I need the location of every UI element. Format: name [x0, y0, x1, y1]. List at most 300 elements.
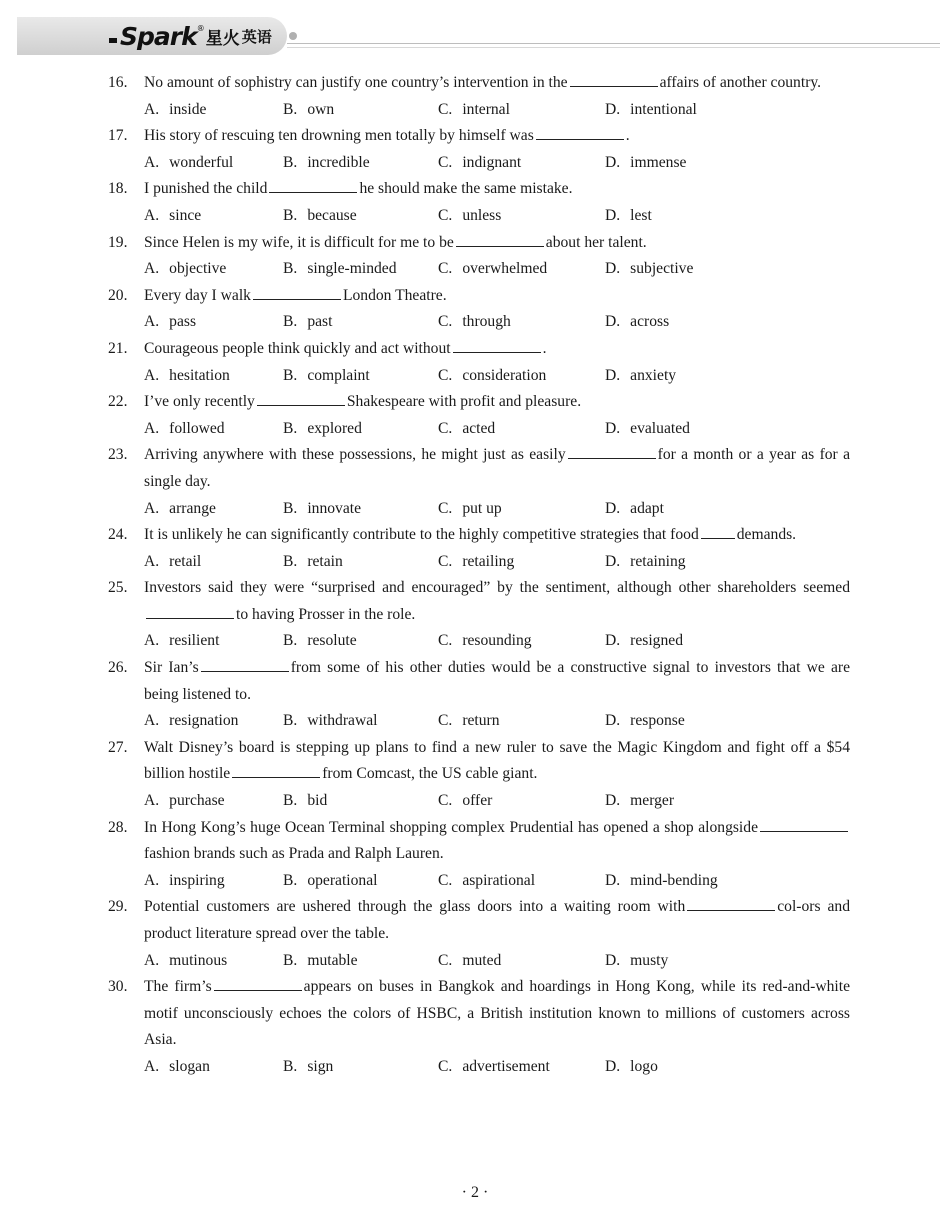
option-text: followed — [169, 419, 225, 437]
option-a[interactable] — [144, 363, 283, 390]
question-item — [108, 389, 850, 442]
question-text — [144, 522, 850, 549]
answer-blank[interactable] — [701, 526, 735, 539]
option-row — [108, 708, 850, 735]
question-stem — [108, 123, 850, 150]
option-letter: B. — [283, 712, 298, 730]
question-number: 30. — [108, 978, 128, 996]
option-a[interactable] — [144, 150, 283, 177]
answer-blank[interactable] — [257, 393, 345, 406]
option-letter: D. — [605, 552, 621, 570]
option-letter: B. — [283, 871, 298, 889]
option-text: logo — [630, 1057, 658, 1075]
question-number: 16. — [108, 74, 128, 91]
option-text: innovate — [307, 499, 362, 517]
option-b[interactable] — [283, 256, 438, 283]
option-text: mind-bending — [630, 871, 718, 889]
stem-part: . — [542, 339, 547, 357]
stem-part: It is unlikely he can significantly contribute to the highly competitive strategies that food — [144, 526, 699, 544]
question-item — [108, 522, 850, 575]
question-list — [108, 70, 850, 1081]
answer-blank[interactable] — [570, 74, 658, 87]
answer-blank[interactable] — [201, 659, 289, 672]
option-row — [108, 97, 850, 124]
question-stem — [108, 70, 850, 97]
answer-blank[interactable] — [253, 287, 341, 300]
option-letter: B. — [283, 260, 298, 278]
option-a[interactable] — [144, 948, 283, 975]
option-letter: D. — [605, 1057, 621, 1075]
option-text: across — [630, 313, 670, 331]
question-number: 29. — [108, 898, 128, 916]
option-d[interactable] — [605, 788, 674, 815]
option-letter: B. — [283, 632, 298, 650]
option-letter: B. — [283, 552, 298, 570]
stem-part: Shakespeare with profit and pleasure. — [346, 393, 582, 411]
stem-part: from Comcast, the US cable giant. — [322, 765, 538, 783]
option-b[interactable] — [283, 203, 438, 230]
option-row — [108, 150, 850, 177]
option-b[interactable] — [283, 416, 438, 443]
option-letter: D. — [605, 260, 621, 278]
option-letter: A. — [144, 632, 160, 650]
stem-part: col-ors and product literature spread over the table. — [144, 898, 850, 942]
option-d[interactable] — [605, 363, 676, 390]
option-d[interactable] — [605, 708, 685, 735]
question-stem — [108, 176, 850, 203]
option-text: slogan — [169, 1057, 210, 1075]
answer-blank[interactable] — [760, 819, 848, 832]
answer-blank[interactable] — [269, 180, 357, 193]
question-item — [108, 894, 850, 974]
stem-part: about her talent. — [545, 233, 647, 251]
option-letter: B. — [283, 792, 298, 810]
option-letter: D. — [605, 499, 621, 517]
option-text: lest — [630, 206, 652, 224]
option-d[interactable] — [605, 150, 686, 177]
option-row — [108, 948, 850, 975]
option-letter: A. — [144, 552, 160, 570]
option-letter: A. — [144, 499, 160, 517]
logo-mark-icon — [109, 38, 117, 43]
option-letter: C. — [438, 1057, 453, 1075]
stem-part: to having Prosser in the role. — [236, 605, 416, 623]
option-text: retail — [169, 552, 202, 570]
option-text: explored — [307, 419, 362, 437]
option-text: wonderful — [169, 153, 234, 171]
question-stem — [108, 389, 850, 416]
option-text: pass — [169, 313, 197, 331]
option-letter: A. — [144, 712, 160, 730]
question-stem — [108, 336, 850, 363]
option-letter: D. — [605, 419, 621, 437]
option-row — [108, 788, 850, 815]
question-number: 25. — [108, 579, 128, 597]
option-text: bid — [307, 792, 328, 810]
question-number: 20. — [108, 286, 128, 304]
stem-part: Since Helen is my wife, it is difficult for me to be — [144, 233, 454, 251]
option-letter: A. — [144, 100, 160, 118]
option-letter: A. — [144, 206, 160, 224]
option-c[interactable] — [438, 203, 605, 230]
option-a[interactable] — [144, 203, 283, 230]
option-letter: D. — [605, 153, 621, 171]
question-number: 26. — [108, 659, 128, 677]
option-d[interactable] — [605, 203, 652, 230]
option-text: retailing — [462, 552, 515, 570]
option-a[interactable] — [144, 97, 283, 124]
stem-part: His story of rescuing ten drowning men totally by himself was — [144, 127, 534, 145]
option-text: advertisement — [462, 1057, 550, 1075]
stem-part: appears on buses in Bangkok and hoardings in Hong Kong, while its red-and-white motif unconsciously echoes the colors of HSBC, a British institution known to millions of customers across Asia. — [144, 978, 851, 1049]
option-letter: A. — [144, 792, 160, 810]
option-d[interactable] — [605, 416, 690, 443]
question-text — [144, 815, 850, 868]
option-letter: B. — [283, 499, 298, 517]
question-item — [108, 176, 850, 229]
question-number: 17. — [108, 127, 128, 145]
stem-part: In Hong Kong’s huge Ocean Terminal shopping complex Prudential has opened a shop alongside — [144, 818, 758, 836]
answer-blank[interactable] — [687, 898, 775, 911]
question-stem — [108, 735, 850, 788]
option-a[interactable] — [144, 788, 283, 815]
question-stem — [108, 522, 850, 549]
question-text — [144, 894, 850, 947]
option-row — [108, 309, 850, 336]
stem-part: I’ve only recently — [144, 393, 255, 411]
option-text: complaint — [307, 366, 370, 384]
option-letter: A. — [144, 951, 160, 969]
option-a[interactable] — [144, 1054, 283, 1081]
option-letter: A. — [144, 871, 160, 889]
option-c[interactable] — [438, 97, 605, 124]
option-text: anxiety — [630, 366, 677, 384]
logo-brand-cn: 星火 — [205, 28, 240, 49]
option-text: evaluated — [630, 419, 690, 437]
option-d[interactable] — [605, 256, 693, 283]
question-stem — [108, 283, 850, 310]
option-letter: C. — [438, 153, 453, 171]
question-number: 22. — [108, 393, 128, 411]
option-text: retain — [307, 552, 343, 570]
option-c[interactable] — [438, 309, 605, 336]
answer-blank[interactable] — [214, 978, 302, 991]
option-a[interactable] — [144, 549, 283, 576]
option-a[interactable] — [144, 868, 283, 895]
stem-part: Courageous people think quickly and act without — [144, 339, 451, 357]
option-letter: A. — [144, 366, 160, 384]
stem-part: Sir Ian’s — [144, 659, 199, 677]
stem-part: from some of his other duties would be a constructive signal to investors that we are being listened to. — [144, 659, 850, 703]
header-rule-secondary — [287, 47, 940, 48]
stem-part: for a month or a year as for a single day. — [144, 446, 850, 490]
option-a[interactable] — [144, 708, 283, 735]
question-item — [108, 230, 850, 283]
option-row — [108, 628, 850, 655]
option-letter: D. — [605, 632, 621, 650]
option-letter: C. — [438, 871, 453, 889]
option-d[interactable] — [605, 868, 718, 895]
question-number: 28. — [108, 818, 128, 836]
option-c[interactable] — [438, 256, 605, 283]
page-number: · 2 · — [461, 1184, 489, 1201]
option-letter: D. — [605, 206, 621, 224]
option-letter: B. — [283, 366, 298, 384]
question-text — [144, 336, 850, 363]
option-text: own — [307, 100, 335, 118]
question-stem — [108, 894, 850, 947]
option-text: because — [307, 206, 357, 224]
option-row — [108, 363, 850, 390]
option-text: immense — [630, 153, 687, 171]
stem-part: demands. — [736, 526, 797, 544]
question-item — [108, 655, 850, 735]
question-number: 24. — [108, 526, 128, 544]
option-a[interactable] — [144, 628, 283, 655]
option-row — [108, 868, 850, 895]
option-text: withdrawal — [307, 712, 378, 730]
stem-part: London Theatre. — [342, 286, 447, 304]
option-letter: A. — [144, 419, 160, 437]
stem-part: Investors said they were “surprised and encouraged” by the sentiment, although other shareholders seemed — [144, 579, 850, 597]
option-text: resolute — [307, 632, 357, 650]
option-text: objective — [169, 260, 227, 278]
stem-part: I punished the child — [144, 180, 268, 198]
question-item — [108, 336, 850, 389]
option-text: resilient — [169, 632, 220, 650]
option-letter: A. — [144, 313, 160, 331]
option-letter: D. — [605, 100, 621, 118]
option-a[interactable] — [144, 309, 283, 336]
option-d[interactable] — [605, 496, 664, 523]
option-d[interactable] — [605, 628, 683, 655]
option-b[interactable] — [283, 309, 438, 336]
option-letter: A. — [144, 260, 160, 278]
question-text — [144, 442, 850, 495]
question-number: 19. — [108, 233, 128, 251]
option-c[interactable] — [438, 948, 605, 975]
option-letter: D. — [605, 313, 621, 331]
option-a[interactable] — [144, 416, 283, 443]
question-text — [144, 735, 850, 788]
question-text — [144, 389, 850, 416]
question-stem — [108, 442, 850, 495]
option-b[interactable] — [283, 549, 438, 576]
option-text: operational — [307, 871, 378, 889]
option-b[interactable] — [283, 948, 438, 975]
option-d[interactable] — [605, 309, 669, 336]
option-a[interactable] — [144, 496, 283, 523]
option-letter: C. — [438, 552, 453, 570]
answer-blank[interactable] — [146, 606, 234, 619]
option-row — [108, 203, 850, 230]
question-item — [108, 815, 850, 895]
logo-brand: Spark — [120, 21, 197, 51]
header-dot — [289, 32, 297, 40]
option-d[interactable] — [605, 549, 686, 576]
option-letter: D. — [605, 951, 621, 969]
option-c[interactable] — [438, 549, 605, 576]
option-letter: D. — [605, 712, 621, 730]
option-text: resignation — [169, 712, 239, 730]
option-a[interactable] — [144, 256, 283, 283]
question-number: 18. — [108, 180, 128, 198]
option-text: internal — [462, 100, 510, 118]
option-c[interactable] — [438, 788, 605, 815]
option-row — [108, 549, 850, 576]
question-item — [108, 283, 850, 336]
question-item — [108, 735, 850, 815]
option-text: subjective — [630, 260, 694, 278]
option-b[interactable] — [283, 788, 438, 815]
question-text — [144, 176, 850, 203]
option-row — [108, 416, 850, 443]
option-text: past — [307, 313, 333, 331]
option-text: inside — [169, 100, 207, 118]
option-text: return — [462, 712, 500, 730]
option-letter: C. — [438, 712, 453, 730]
option-text: intentional — [630, 100, 697, 118]
option-text: overwhelmed — [462, 260, 548, 278]
question-number: 23. — [108, 446, 128, 464]
option-c[interactable] — [438, 708, 605, 735]
question-text — [144, 283, 850, 310]
option-letter: C. — [438, 260, 453, 278]
question-stem — [108, 575, 850, 628]
question-stem — [108, 230, 850, 257]
option-letter: C. — [438, 206, 453, 224]
option-letter: B. — [283, 1057, 298, 1075]
stem-part: The firm’s — [144, 978, 212, 996]
option-b[interactable] — [283, 150, 438, 177]
option-text: arrange — [169, 499, 216, 517]
stem-part: Every day I walk — [144, 286, 251, 304]
option-d[interactable] — [605, 948, 668, 975]
option-b[interactable] — [283, 97, 438, 124]
option-c[interactable] — [438, 416, 605, 443]
stem-part: . — [625, 127, 630, 145]
option-text: indignant — [462, 153, 522, 171]
option-letter: C. — [438, 792, 453, 810]
option-letter: B. — [283, 313, 298, 331]
option-letter: D. — [605, 366, 621, 384]
option-text: mutable — [307, 951, 358, 969]
question-stem — [108, 974, 850, 1054]
option-letter: A. — [144, 153, 160, 171]
option-b[interactable] — [283, 708, 438, 735]
option-letter: C. — [438, 499, 453, 517]
option-text: incredible — [307, 153, 370, 171]
option-text: offer — [462, 792, 493, 810]
option-c[interactable] — [438, 628, 605, 655]
option-letter: C. — [438, 366, 453, 384]
stem-part: No amount of sophistry can justify one country’s intervention in the — [144, 74, 568, 91]
option-text: resigned — [630, 632, 683, 650]
option-row — [108, 496, 850, 523]
answer-blank[interactable] — [232, 765, 320, 778]
header-rule — [287, 43, 940, 44]
option-letter: B. — [283, 419, 298, 437]
option-text: unless — [462, 206, 502, 224]
option-b[interactable] — [283, 496, 438, 523]
question-item — [108, 123, 850, 176]
stem-part: he should make the same mistake. — [359, 180, 573, 198]
option-letter: C. — [438, 951, 453, 969]
option-b[interactable] — [283, 628, 438, 655]
option-text: sign — [307, 1057, 334, 1075]
option-b[interactable] — [283, 868, 438, 895]
option-text: response — [630, 712, 685, 730]
option-letter: A. — [144, 1057, 160, 1075]
stem-part: Walt Disney’s board is stepping up plans to find a new ruler to save the Magic Kingdom and fight off a $54 billion hostile — [144, 738, 850, 783]
question-text — [144, 974, 850, 1054]
option-text: merger — [630, 792, 675, 810]
option-text: muted — [462, 951, 502, 969]
answer-blank[interactable] — [453, 340, 541, 353]
answer-blank[interactable] — [456, 234, 544, 247]
option-text: hesitation — [169, 366, 230, 384]
question-text — [144, 230, 850, 257]
option-text: single-minded — [307, 260, 397, 278]
option-letter: C. — [438, 313, 453, 331]
answer-blank[interactable] — [568, 446, 656, 459]
option-c[interactable] — [438, 1054, 605, 1081]
option-text: put up — [462, 499, 502, 517]
option-letter: B. — [283, 951, 298, 969]
answer-blank[interactable] — [536, 127, 624, 140]
question-text — [144, 575, 850, 628]
option-letter: B. — [283, 100, 298, 118]
option-d[interactable] — [605, 97, 697, 124]
option-letter: B. — [283, 153, 298, 171]
logo-subject: 英语 — [241, 27, 272, 46]
option-text: since — [169, 206, 202, 224]
question-text — [144, 655, 850, 708]
question-item — [108, 442, 850, 522]
option-letter: C. — [438, 632, 453, 650]
spark-logo — [109, 20, 272, 52]
option-text: retaining — [630, 552, 686, 570]
option-text: purchase — [169, 792, 225, 810]
option-c[interactable] — [438, 363, 605, 390]
option-b[interactable] — [283, 363, 438, 390]
question-stem — [108, 815, 850, 868]
option-text: through — [462, 313, 511, 331]
question-item — [108, 70, 850, 123]
question-number: 21. — [108, 339, 128, 357]
option-c[interactable] — [438, 496, 605, 523]
option-c[interactable] — [438, 868, 605, 895]
option-letter: C. — [438, 419, 453, 437]
option-b[interactable] — [283, 1054, 438, 1081]
stem-part: Arriving anywhere with these possessions, he might just as easily — [144, 446, 566, 464]
option-d[interactable] — [605, 1054, 658, 1081]
option-c[interactable] — [438, 150, 605, 177]
stem-part: affairs of another country. — [659, 74, 822, 91]
option-row — [108, 1054, 850, 1081]
option-text: consideration — [462, 366, 547, 384]
option-text: inspiring — [169, 871, 225, 889]
question-text — [144, 70, 850, 97]
question-stem — [108, 655, 850, 708]
option-text: adapt — [630, 499, 664, 517]
option-text: acted — [462, 419, 496, 437]
option-letter: D. — [605, 871, 621, 889]
option-letter: C. — [438, 100, 453, 118]
option-text: musty — [630, 951, 669, 969]
stem-part: Potential customers are ushered through the glass doors into a waiting room with — [144, 898, 686, 916]
option-letter: D. — [605, 792, 621, 810]
